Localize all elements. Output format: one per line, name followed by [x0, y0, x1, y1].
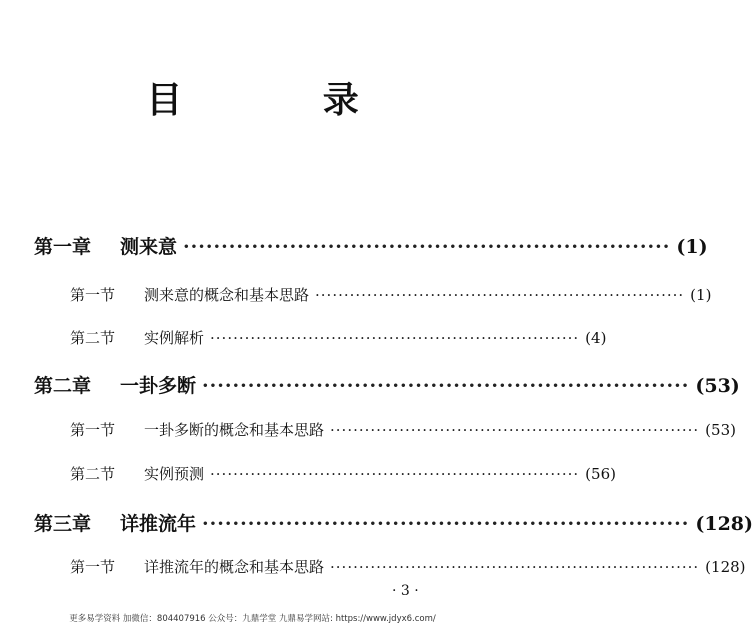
- toc-label: 第一节: [70, 286, 116, 304]
- toc-chapter-1: [34, 232, 708, 259]
- footer-note: 更多易学资料 加微信：804407916 公众号：九鼎学堂 九鼎易学网站: https://www.jdyx6.com/: [69, 614, 436, 624]
- toc-label: 第二节: [70, 329, 116, 347]
- toc-leader-dots: ································································: [202, 375, 690, 397]
- toc-title: 详推流年: [120, 513, 197, 535]
- toc-title: 实例预测: [144, 465, 205, 483]
- toc-label: 第二节: [70, 465, 116, 483]
- toc-leader-dots: ································································: [183, 236, 671, 258]
- toc-title: 实例解析: [144, 329, 205, 347]
- toc-section-2-2: [70, 463, 616, 484]
- toc-page: (128): [705, 558, 746, 576]
- toc-leader-dots: ································································: [202, 513, 690, 535]
- toc-section-1-2: [70, 327, 607, 348]
- toc-page: (1): [676, 236, 708, 258]
- toc-page: (4): [585, 329, 607, 347]
- toc-section-3-1: [70, 556, 746, 577]
- toc-leader-dots: ································································: [330, 558, 700, 576]
- toc-label: 第一节: [70, 558, 116, 576]
- toc-title: 详推流年的概念和基本思路: [144, 558, 325, 576]
- toc-leader-dots: ································································: [210, 329, 580, 347]
- toc-leader-dots: ································································: [315, 286, 685, 304]
- toc-label: 第一节: [70, 421, 116, 439]
- toc-section-1-1: [70, 284, 712, 305]
- toc-title: 一卦多断: [120, 375, 197, 397]
- toc-page: (128): [695, 513, 753, 535]
- page-title: 目 录: [146, 79, 423, 121]
- toc-page: (1): [690, 286, 712, 304]
- toc-page: (53): [695, 375, 740, 397]
- toc-title: 测来意: [120, 236, 178, 258]
- toc-chapter-3: [34, 509, 753, 536]
- toc-page: (53): [705, 421, 736, 439]
- toc-section-2-1: [70, 419, 736, 440]
- toc-page: (56): [585, 465, 616, 483]
- toc-leader-dots: ································································: [210, 465, 580, 483]
- toc-label: 第三章: [34, 513, 92, 535]
- page-number: · 3 ·: [392, 583, 419, 599]
- toc-chapter-2: [34, 371, 740, 398]
- toc-leader-dots: ································································: [330, 421, 700, 439]
- toc-title: 测来意的概念和基本思路: [144, 286, 310, 304]
- toc-label: 第二章: [34, 375, 92, 397]
- toc-label: 第一章: [34, 236, 92, 258]
- toc-title: 一卦多断的概念和基本思路: [144, 421, 325, 439]
